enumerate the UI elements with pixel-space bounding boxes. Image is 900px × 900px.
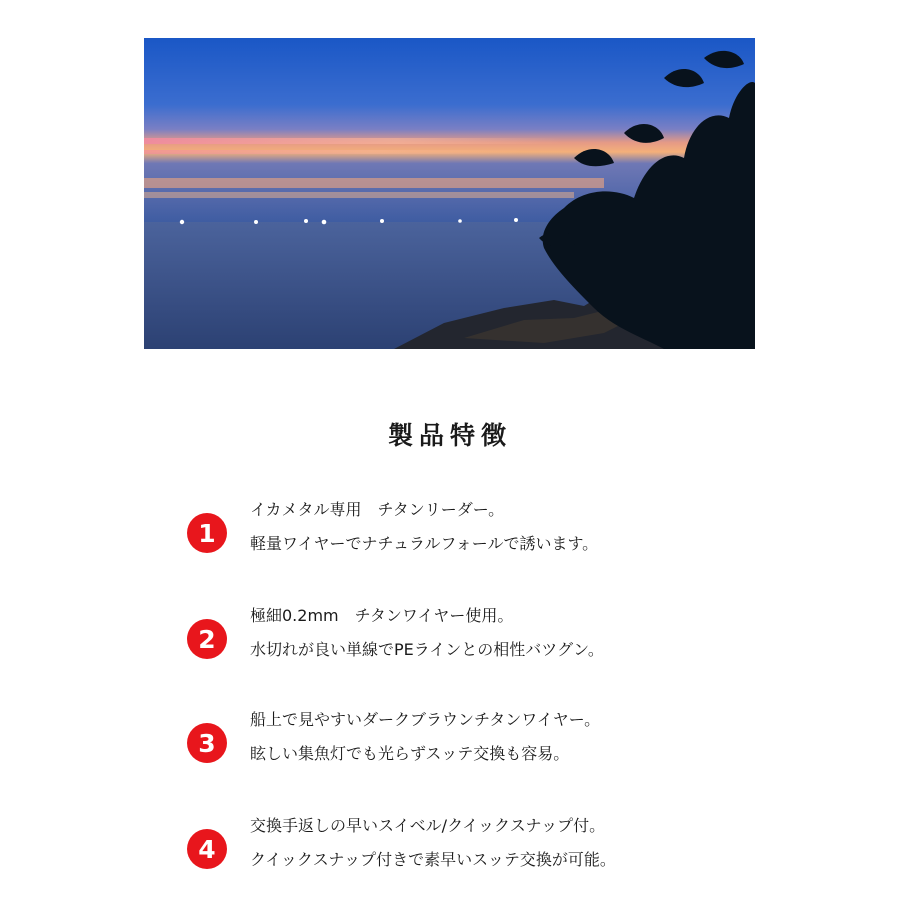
feature-item-2: [186, 606, 746, 676]
feature-item-1: [186, 500, 746, 570]
feature-line-1: 交換手返しの早いスイベル/クイックスナップ付。: [250, 816, 606, 835]
number-badge-4: [186, 828, 228, 870]
badge-number: 4: [198, 835, 216, 864]
feature-text: [250, 816, 750, 870]
feature-text: [250, 606, 750, 660]
number-badge-1: [186, 512, 228, 554]
feature-line-1: 船上で見やすいダークブラウンチタンワイヤー。: [250, 710, 601, 729]
number-badge-2: [186, 618, 228, 660]
number-badge-3: [186, 722, 228, 764]
hero-image: [144, 38, 755, 349]
feature-text: [250, 710, 750, 764]
badge-number: 1: [198, 519, 216, 548]
badge-number: 3: [198, 729, 216, 758]
feature-line-2: 軽量ワイヤーでナチュラルフォールで誘います。: [250, 534, 599, 553]
feature-item-4: [186, 816, 746, 886]
sunset-sea-photo: [144, 38, 755, 349]
badge-number: 2: [198, 625, 216, 654]
section-title: 製品特徴: [387, 421, 512, 450]
feature-line-2: クイックスナップ付きで素早いスッテ交換が可能。: [250, 850, 616, 869]
feature-line-2: 水切れが良い単線でPEラインとの相性バツグン。: [250, 640, 604, 659]
feature-line-1: イカメタル専用 チタンリーダー。: [250, 500, 505, 519]
feature-text: [250, 500, 750, 554]
feature-line-1: 極細0.2mm チタンワイヤー使用。: [250, 606, 514, 625]
feature-item-3: [186, 710, 746, 780]
feature-line-2: 眩しい集魚灯でも光らずスッテ交換も容易。: [250, 744, 570, 763]
